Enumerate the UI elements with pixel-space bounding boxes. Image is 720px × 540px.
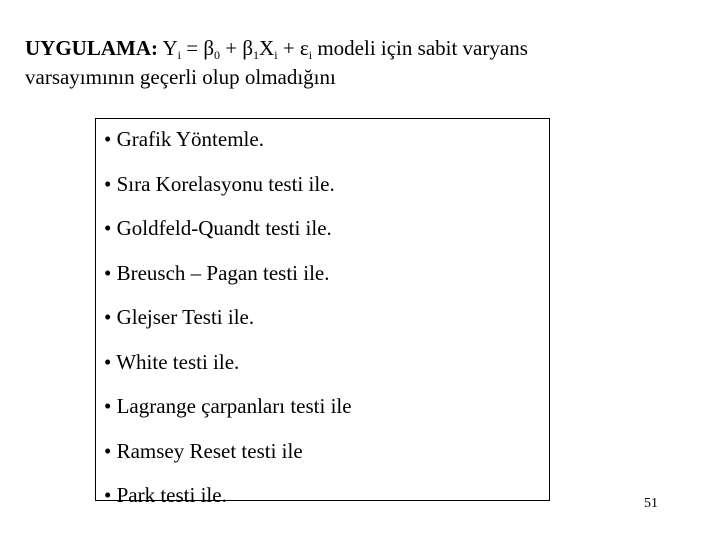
model-epsilon-subscript: i — [308, 48, 313, 62]
regression-model — [162, 36, 312, 60]
model-y-subscript: i — [177, 48, 181, 62]
method-item: • Grafik Yöntemle. — [104, 127, 264, 151]
model-epsilon: + ε — [277, 36, 309, 60]
method-item: • White testi ile. — [104, 349, 240, 374]
method-item: • Lagrange çarpanları testi ile — [104, 394, 352, 418]
method-item: • Sıra Korelasyonu testi ile. — [104, 171, 335, 196]
methods-box — [95, 118, 550, 507]
model-x-subscript: i — [274, 48, 278, 62]
slide-title — [25, 34, 705, 92]
methods-list — [104, 126, 352, 527]
model-beta0: = β — [180, 36, 215, 60]
method-item: • Park testi ile. — [104, 483, 227, 507]
title-lead: UYGULAMA: — [25, 36, 158, 60]
model-x: X — [259, 36, 275, 60]
title-rest: modeli için sabit varyans — [312, 36, 528, 60]
page-number: 51 — [644, 496, 658, 511]
model-beta1-subscript: 1 — [253, 48, 260, 62]
model-beta1: + β — [220, 36, 254, 60]
model-y: Y — [162, 36, 178, 60]
model-beta0-subscript: 0 — [214, 48, 221, 62]
title-line-2: varsayımının geçerli olup olmadığını — [25, 65, 336, 89]
method-item: • Glejser Testi ile. — [104, 305, 255, 329]
method-item: • Goldfeld-Quandt testi ile. — [104, 216, 332, 240]
method-item: • Ramsey Reset testi ile — [104, 438, 303, 463]
method-item: • Breusch – Pagan testi ile. — [104, 260, 330, 285]
